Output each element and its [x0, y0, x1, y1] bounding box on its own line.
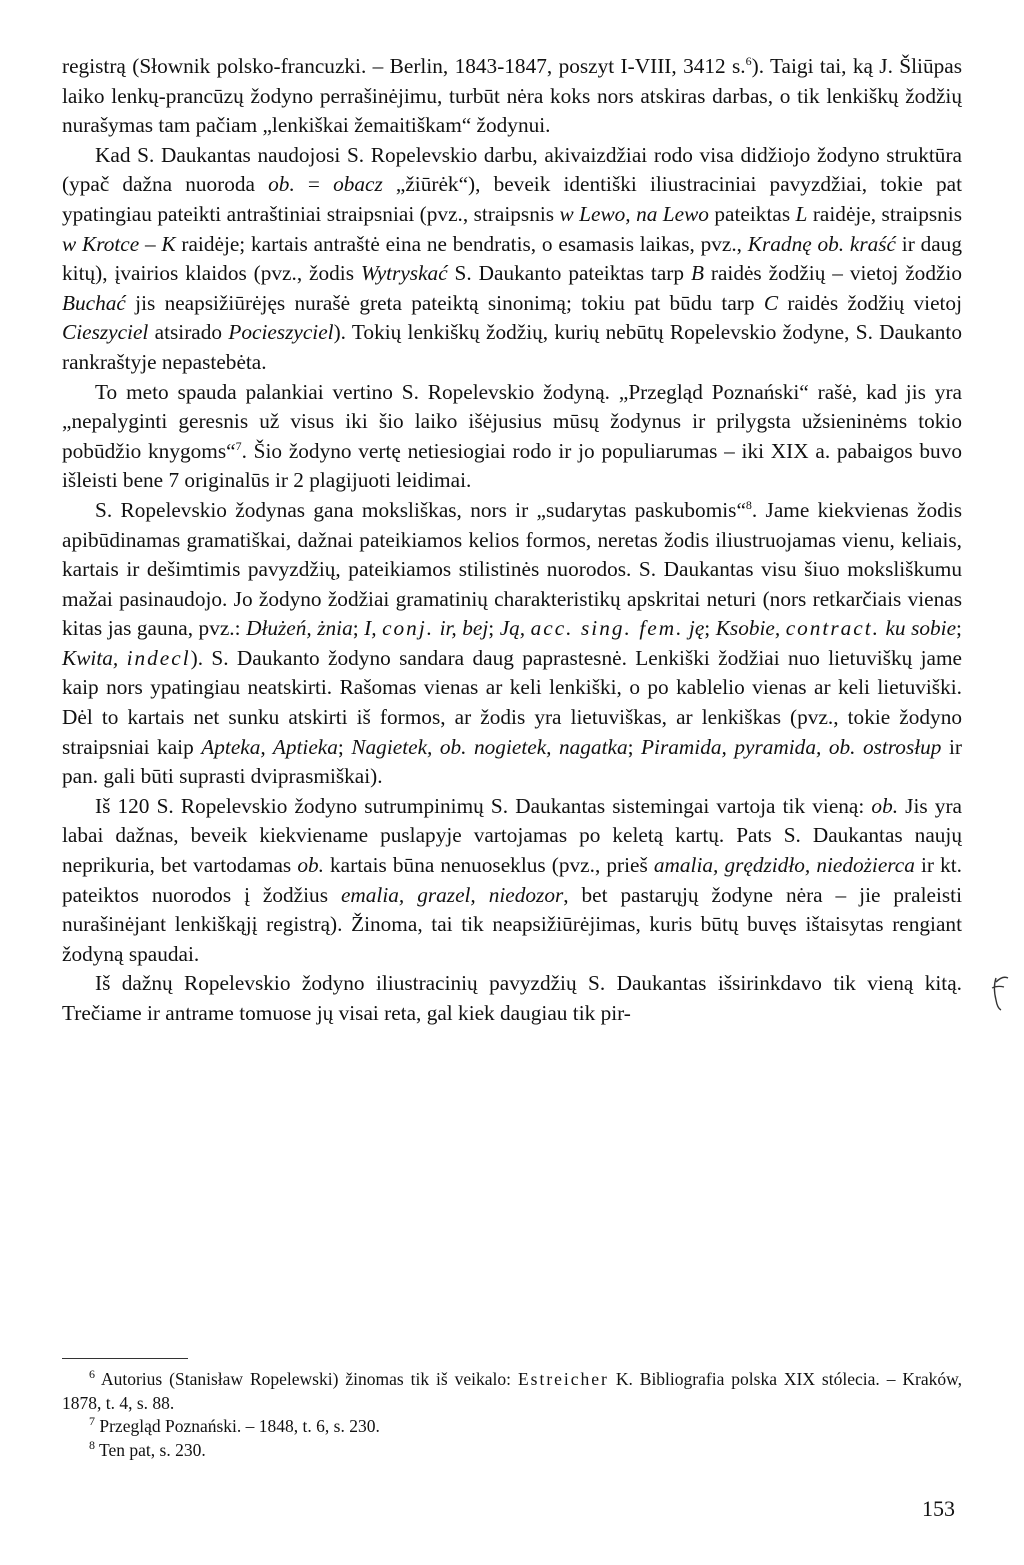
text-run: Kad S. Daukantas naudojosi S. Ropelevskio darbu, akivaizdžiai rodo visa didžiojo žodyno struktūra (ypač dažna nuoroda — [62, 142, 962, 197]
text-run: Autorius (Stanisław Ropelewski) žinomas tik iš veikalo: — [95, 1369, 518, 1389]
text-run: ; — [956, 616, 962, 641]
footnote-ref: 6 — [745, 53, 752, 68]
italic-text: acc. sing. fem. — [530, 616, 684, 641]
footnote-ref: 8 — [745, 497, 752, 512]
text-run: kartais būna nenuoseklus (pvz., prieš — [323, 853, 654, 878]
italic-text: Kwita, — [62, 645, 127, 670]
text-run: jis neapsižiūrėjęs nurašė greta pateiktą sinonimą; tokiu pat būdu tarp — [125, 290, 764, 315]
paragraph — [62, 52, 962, 141]
italic-text: Pocieszyciel — [228, 320, 334, 345]
text-run: raidėje; kartais antraštė eina ne bendratis, o esamasis laikas, pvz., — [175, 231, 748, 256]
text-run: ir pan. gali būti suprasti dviprasmiškai). — [62, 734, 962, 789]
text-run: S. Daukanto pateiktas tarp — [447, 261, 691, 286]
page-body — [62, 52, 962, 1029]
italic-text: Piramida, pyramida, ob. ostrosłup — [641, 734, 942, 759]
text-run: Iš dažnų Ropelevskio žodyno iliustracinių pavyzdžių S. Daukantas išsirinkdavo tik vieną kitą. Trečiame ir antrame tomuose jų visai reta, gal kiek daugiau tik pir- — [62, 971, 962, 1025]
paragraph — [62, 792, 962, 970]
italic-text: C — [763, 290, 779, 315]
text-run: To meto spauda palankiai vertino S. Ropelevskio žodyną. „Przegląd Poznański“ rašė, kad jis yra „nepalyginti geresnis už visus iki šio laiko išėjusius mūsų žodynus ir prilygsta užsieninėms tokio pobūdžio knygoms“ — [62, 379, 962, 463]
page-number: 153 — [922, 1496, 955, 1521]
italic-text: ob. — [268, 172, 295, 197]
text-run: . Šio žodyno vertę netiesiogiai rodo ir jo populiarumas – iki XIX a. pabaigos buvo išleisti bene 7 originalūs ir 2 plagijuoti leidimai. — [62, 438, 962, 493]
text-run: , bet pastarųjų žodyne nėra – jie praleisti nurašinėjant lenkiškąjį registrą). Žinoma, tai tik neapsižiūrėjimas, kuris būtų buvęs ištaisytas rengiant žodyną spaudai. — [62, 882, 962, 966]
italic-text: Ksobie, — [715, 616, 786, 641]
footnote — [62, 1439, 962, 1463]
text-run: . Jame kiekvienas žodis apibūdinamas gramatiškai, dažnai pateikiamos kelios formos, neretas žodis iliustruojamas vienu, keliais, kartais ir dešimtimis pavyzdžių, pateikiamos stilistinės nuorodos. S. Daukantas visu šiuo moksliškumu mažai pasinaudojo. Jo žodyno žodžiai gramatinių charakteristikų apskritai neturi (nors retkarčiais vienas kitas jas gauna, pvz.: — [62, 497, 962, 641]
text-run: ir daug kitų), įvairios klaidos (pvz., žodis — [62, 231, 962, 286]
text-run: pateiktas — [708, 201, 796, 226]
footnote-ref: 6 — [89, 1367, 95, 1382]
italic-text: ob. — [871, 793, 899, 818]
footnote-ref: 8 — [89, 1437, 95, 1452]
italic-text: w Krotce – K — [62, 231, 176, 256]
text-run: ; — [488, 616, 500, 641]
italic-text: Kradnę ob. kraść — [747, 231, 896, 256]
text-run: „žiūrėk“), beveik identiški iliustraciniai pavyzdžiai, tokie pat ypatingiau pateikti antraštiniai straipsniai (pvz., straipsnis — [62, 172, 962, 226]
text-run: ). Taigi tai, ką J. Šliūpas laiko lenkų-prancūzų žodyno perrašinėjimu, turbūt nėra koks nors atskiras darbas, o tik lenkiškų žodžių nurašymas tam pačiam „lenkiškai žemaitiškam“ žodynui. — [62, 54, 962, 138]
italic-text: indecl — [126, 645, 191, 670]
text-run: K. Bibliografia polska XIX stólecia. – Kraków, 1878, t. 4, s. 88. — [62, 1369, 962, 1413]
italic-text: Apteka, Aptieka — [201, 734, 338, 759]
italic-text: conj. — [382, 616, 435, 641]
text-run: atsirado — [148, 320, 229, 345]
paragraph — [62, 969, 962, 1028]
italic-text: obacz — [333, 172, 383, 197]
italic-text: w Lewo, na Lewo — [559, 201, 709, 226]
text-run: Estreicher — [517, 1369, 609, 1389]
text-run: S. Ropelevskio žodynas gana moksliškas, nors ir „sudarytas paskubomis“ — [95, 497, 746, 522]
italic-text: emalia, grazel, niedozor — [340, 882, 564, 907]
text-run: registrą (Słownik polsko-francuzki. – Berlin, 1843-1847, poszyt I-VIII, 3412 s. — [62, 54, 746, 78]
paragraph — [62, 378, 962, 496]
italic-text: L — [795, 201, 808, 226]
text-run: raidėje, straipsnis — [807, 201, 962, 226]
text-run: Ten pat, s. 230. — [95, 1439, 206, 1460]
italic-text: ir, bej — [434, 616, 489, 641]
text-run: raidės žodžių – vietoj žodžio — [703, 261, 962, 286]
footnotes — [62, 1368, 962, 1462]
text-run: ). Tokių lenkiškų žodžių, kurių nebūtų Ropelevskio žodyne, S. Daukanto rankraštyje nepastebėta. — [62, 320, 962, 374]
italic-text: ku sobie — [879, 616, 957, 641]
italic-text: Cieszyciel — [62, 320, 149, 345]
italic-text: contract. — [785, 616, 880, 641]
text-run: Jis yra labai dažnas, beveik kiekviename puslapyje vartojamas po keletą kartų. Pats S. Daukantas naujų neprikuria, bet vartodamas — [62, 793, 962, 878]
footnote — [62, 1368, 962, 1415]
italic-text: ob. — [297, 853, 324, 878]
italic-text: B — [690, 261, 704, 286]
footnote-ref: 7 — [235, 438, 242, 453]
footnote — [62, 1415, 962, 1439]
text-run: ir kt. pateiktos nuorodos į žodžius — [62, 853, 962, 907]
text-run: ; — [352, 616, 365, 641]
italic-text: I, — [364, 616, 383, 641]
text-run: ; — [627, 734, 642, 759]
paragraph — [62, 141, 962, 378]
footnote-separator — [62, 1358, 188, 1359]
text-run: = — [294, 172, 334, 197]
footnote-ref: 7 — [89, 1414, 95, 1429]
italic-text: Dłużeń, żnia — [246, 616, 353, 641]
text-run: ; — [704, 616, 716, 641]
italic-text: ję — [683, 616, 705, 641]
text-run: ; — [337, 734, 352, 759]
italic-text: Buchać — [62, 290, 126, 315]
italic-text: Nagietek, ob. nogietek, nagatka — [351, 734, 628, 759]
text-run: raidės žodžių vietoj — [778, 290, 963, 315]
text-run: Iš 120 S. Ropelevskio žodyno sutrumpinimų S. Daukantas sistemingai vartoja tik vieną: — [95, 793, 872, 818]
paragraph — [62, 496, 962, 792]
text-run: Przegląd Poznański. – 1848, t. 6, s. 230. — [95, 1416, 380, 1436]
text-run: ). S. Daukanto žodyno sandara daug paprastesnė. Lenkiški žodžiai nuo lietuviškų jame kaip nors ypatingiau neatskirti. Rašomas vienas ar keli lenkiški, o po kablelio vienas ar keli lietuviški. Dėl to kartais net sunku atskirti iš formos, ar žodis yra lietuviškas, ar lenkiškas (pvz., tokie žodyno straipsniai kaip — [62, 645, 963, 759]
handwritten-correction-mark-icon — [990, 972, 1012, 1012]
italic-text: Wytryskać — [360, 261, 448, 286]
italic-text: amalia, grędzidło, niedożierca — [653, 853, 915, 878]
italic-text: Ją, — [499, 616, 531, 641]
